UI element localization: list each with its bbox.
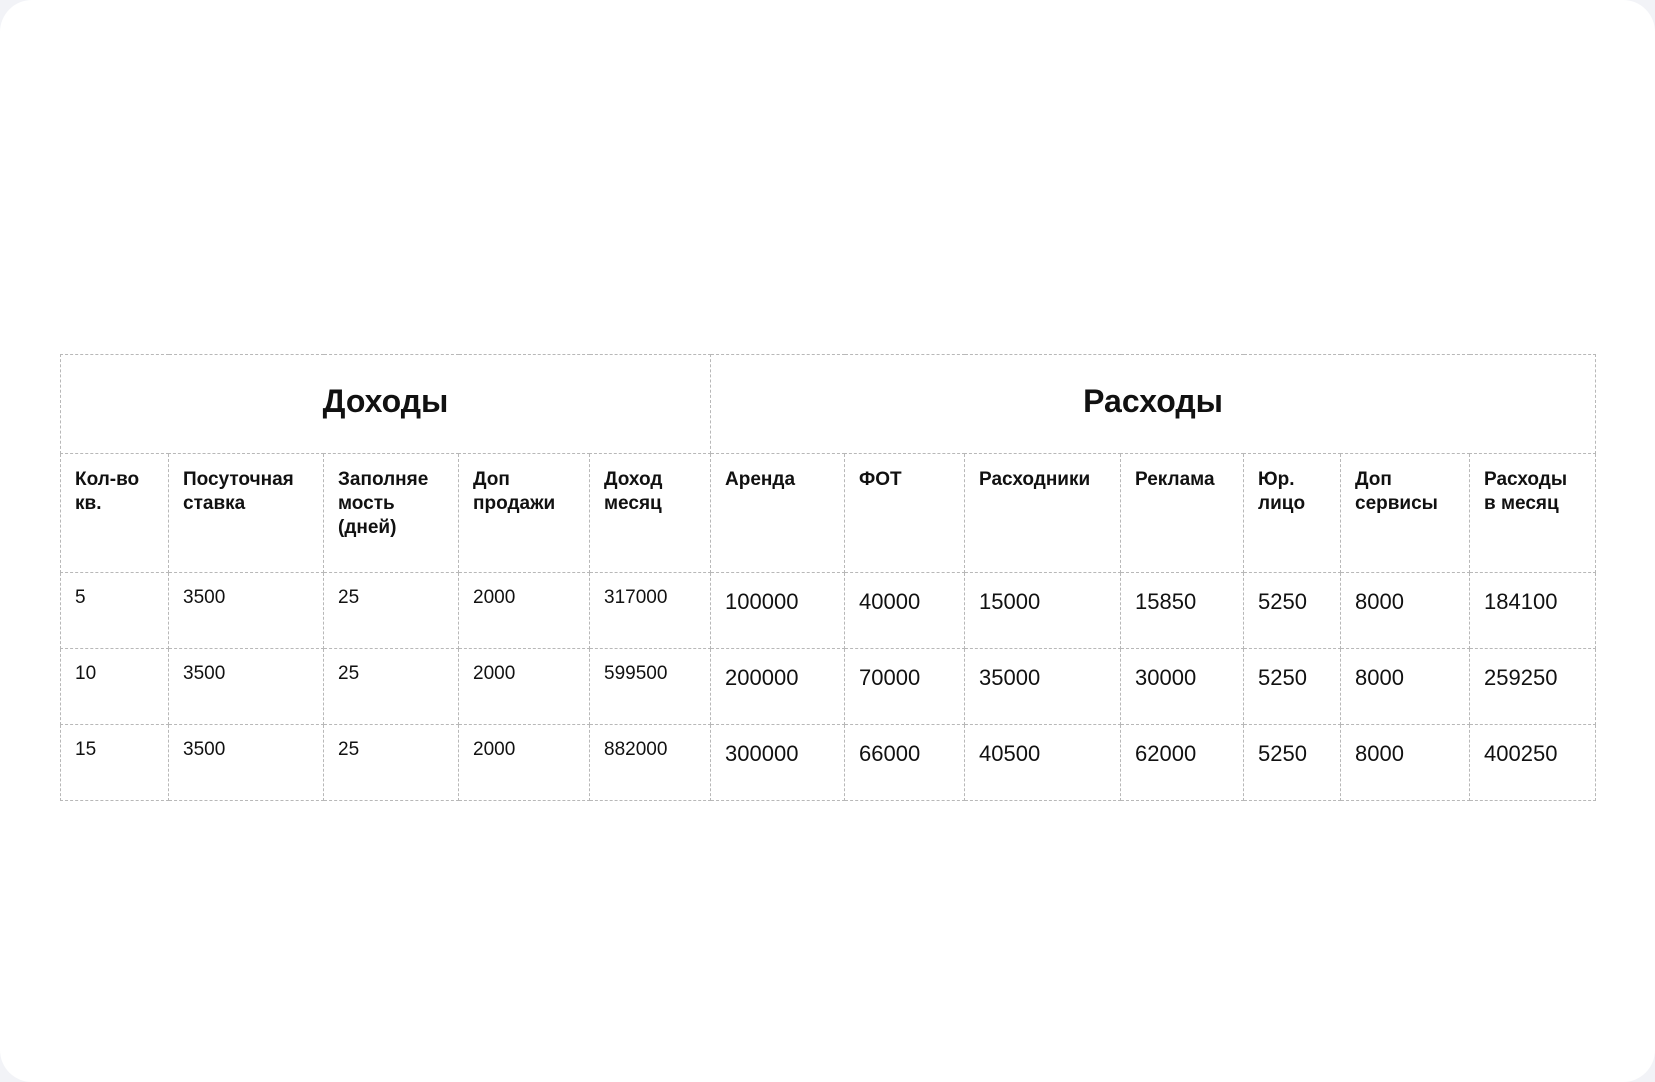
- cell-legal-entity: 5250: [1244, 725, 1341, 801]
- cell-consumables: 35000: [965, 649, 1121, 725]
- header-occupancy-days: Заполняе мость (дней): [324, 454, 459, 573]
- cell-daily-rate: 3500: [169, 649, 324, 725]
- header-consumables: Расходники: [965, 454, 1121, 573]
- finance-table-container: [60, 354, 1595, 801]
- cell-daily-rate: 3500: [169, 725, 324, 801]
- column-header-row: [61, 454, 1596, 573]
- cell-extra-sales: 2000: [459, 725, 590, 801]
- cell-extra-sales: 2000: [459, 649, 590, 725]
- cell-rent: 100000: [711, 573, 845, 649]
- cell-consumables: 15000: [965, 573, 1121, 649]
- header-advertising: Реклама: [1121, 454, 1244, 573]
- cell-payroll: 40000: [845, 573, 965, 649]
- cell-extra-sales: 2000: [459, 573, 590, 649]
- expenses-group-header: Расходы: [711, 355, 1596, 454]
- cell-legal-entity: 5250: [1244, 649, 1341, 725]
- cell-apartments-count: 5: [61, 573, 169, 649]
- cell-payroll: 70000: [845, 649, 965, 725]
- header-extra-sales: Доп продажи: [459, 454, 590, 573]
- cell-advertising: 62000: [1121, 725, 1244, 801]
- cell-monthly-income: 599500: [590, 649, 711, 725]
- cell-monthly-income: 882000: [590, 725, 711, 801]
- table-row: [61, 725, 1596, 801]
- cell-daily-rate: 3500: [169, 573, 324, 649]
- cell-advertising: 15850: [1121, 573, 1244, 649]
- cell-occupancy-days: 25: [324, 725, 459, 801]
- header-payroll: ФОТ: [845, 454, 965, 573]
- cell-occupancy-days: 25: [324, 573, 459, 649]
- cell-monthly-income: 317000: [590, 573, 711, 649]
- header-apartments-count: Кол-во кв.: [61, 454, 169, 573]
- cell-extra-services: 8000: [1341, 649, 1470, 725]
- cell-extra-services: 8000: [1341, 573, 1470, 649]
- table-row: [61, 649, 1596, 725]
- cell-rent: 200000: [711, 649, 845, 725]
- cell-advertising: 30000: [1121, 649, 1244, 725]
- header-monthly-expenses: Расходы в месяц: [1470, 454, 1596, 573]
- cell-extra-services: 8000: [1341, 725, 1470, 801]
- cell-monthly-expenses: 400250: [1470, 725, 1596, 801]
- cell-apartments-count: 10: [61, 649, 169, 725]
- cell-consumables: 40500: [965, 725, 1121, 801]
- header-extra-services: Доп сервисы: [1341, 454, 1470, 573]
- header-rent: Аренда: [711, 454, 845, 573]
- cell-apartments-count: 15: [61, 725, 169, 801]
- cell-payroll: 66000: [845, 725, 965, 801]
- cell-rent: 300000: [711, 725, 845, 801]
- cell-monthly-expenses: 184100: [1470, 573, 1596, 649]
- cell-monthly-expenses: 259250: [1470, 649, 1596, 725]
- header-daily-rate: Посуточная ставка: [169, 454, 324, 573]
- income-group-header: Доходы: [61, 355, 711, 454]
- table-row: [61, 573, 1596, 649]
- header-monthly-income: Доход месяц: [590, 454, 711, 573]
- group-header-row: [61, 355, 1596, 454]
- finance-table: [60, 354, 1596, 801]
- header-legal-entity: Юр. лицо: [1244, 454, 1341, 573]
- cell-legal-entity: 5250: [1244, 573, 1341, 649]
- cell-occupancy-days: 25: [324, 649, 459, 725]
